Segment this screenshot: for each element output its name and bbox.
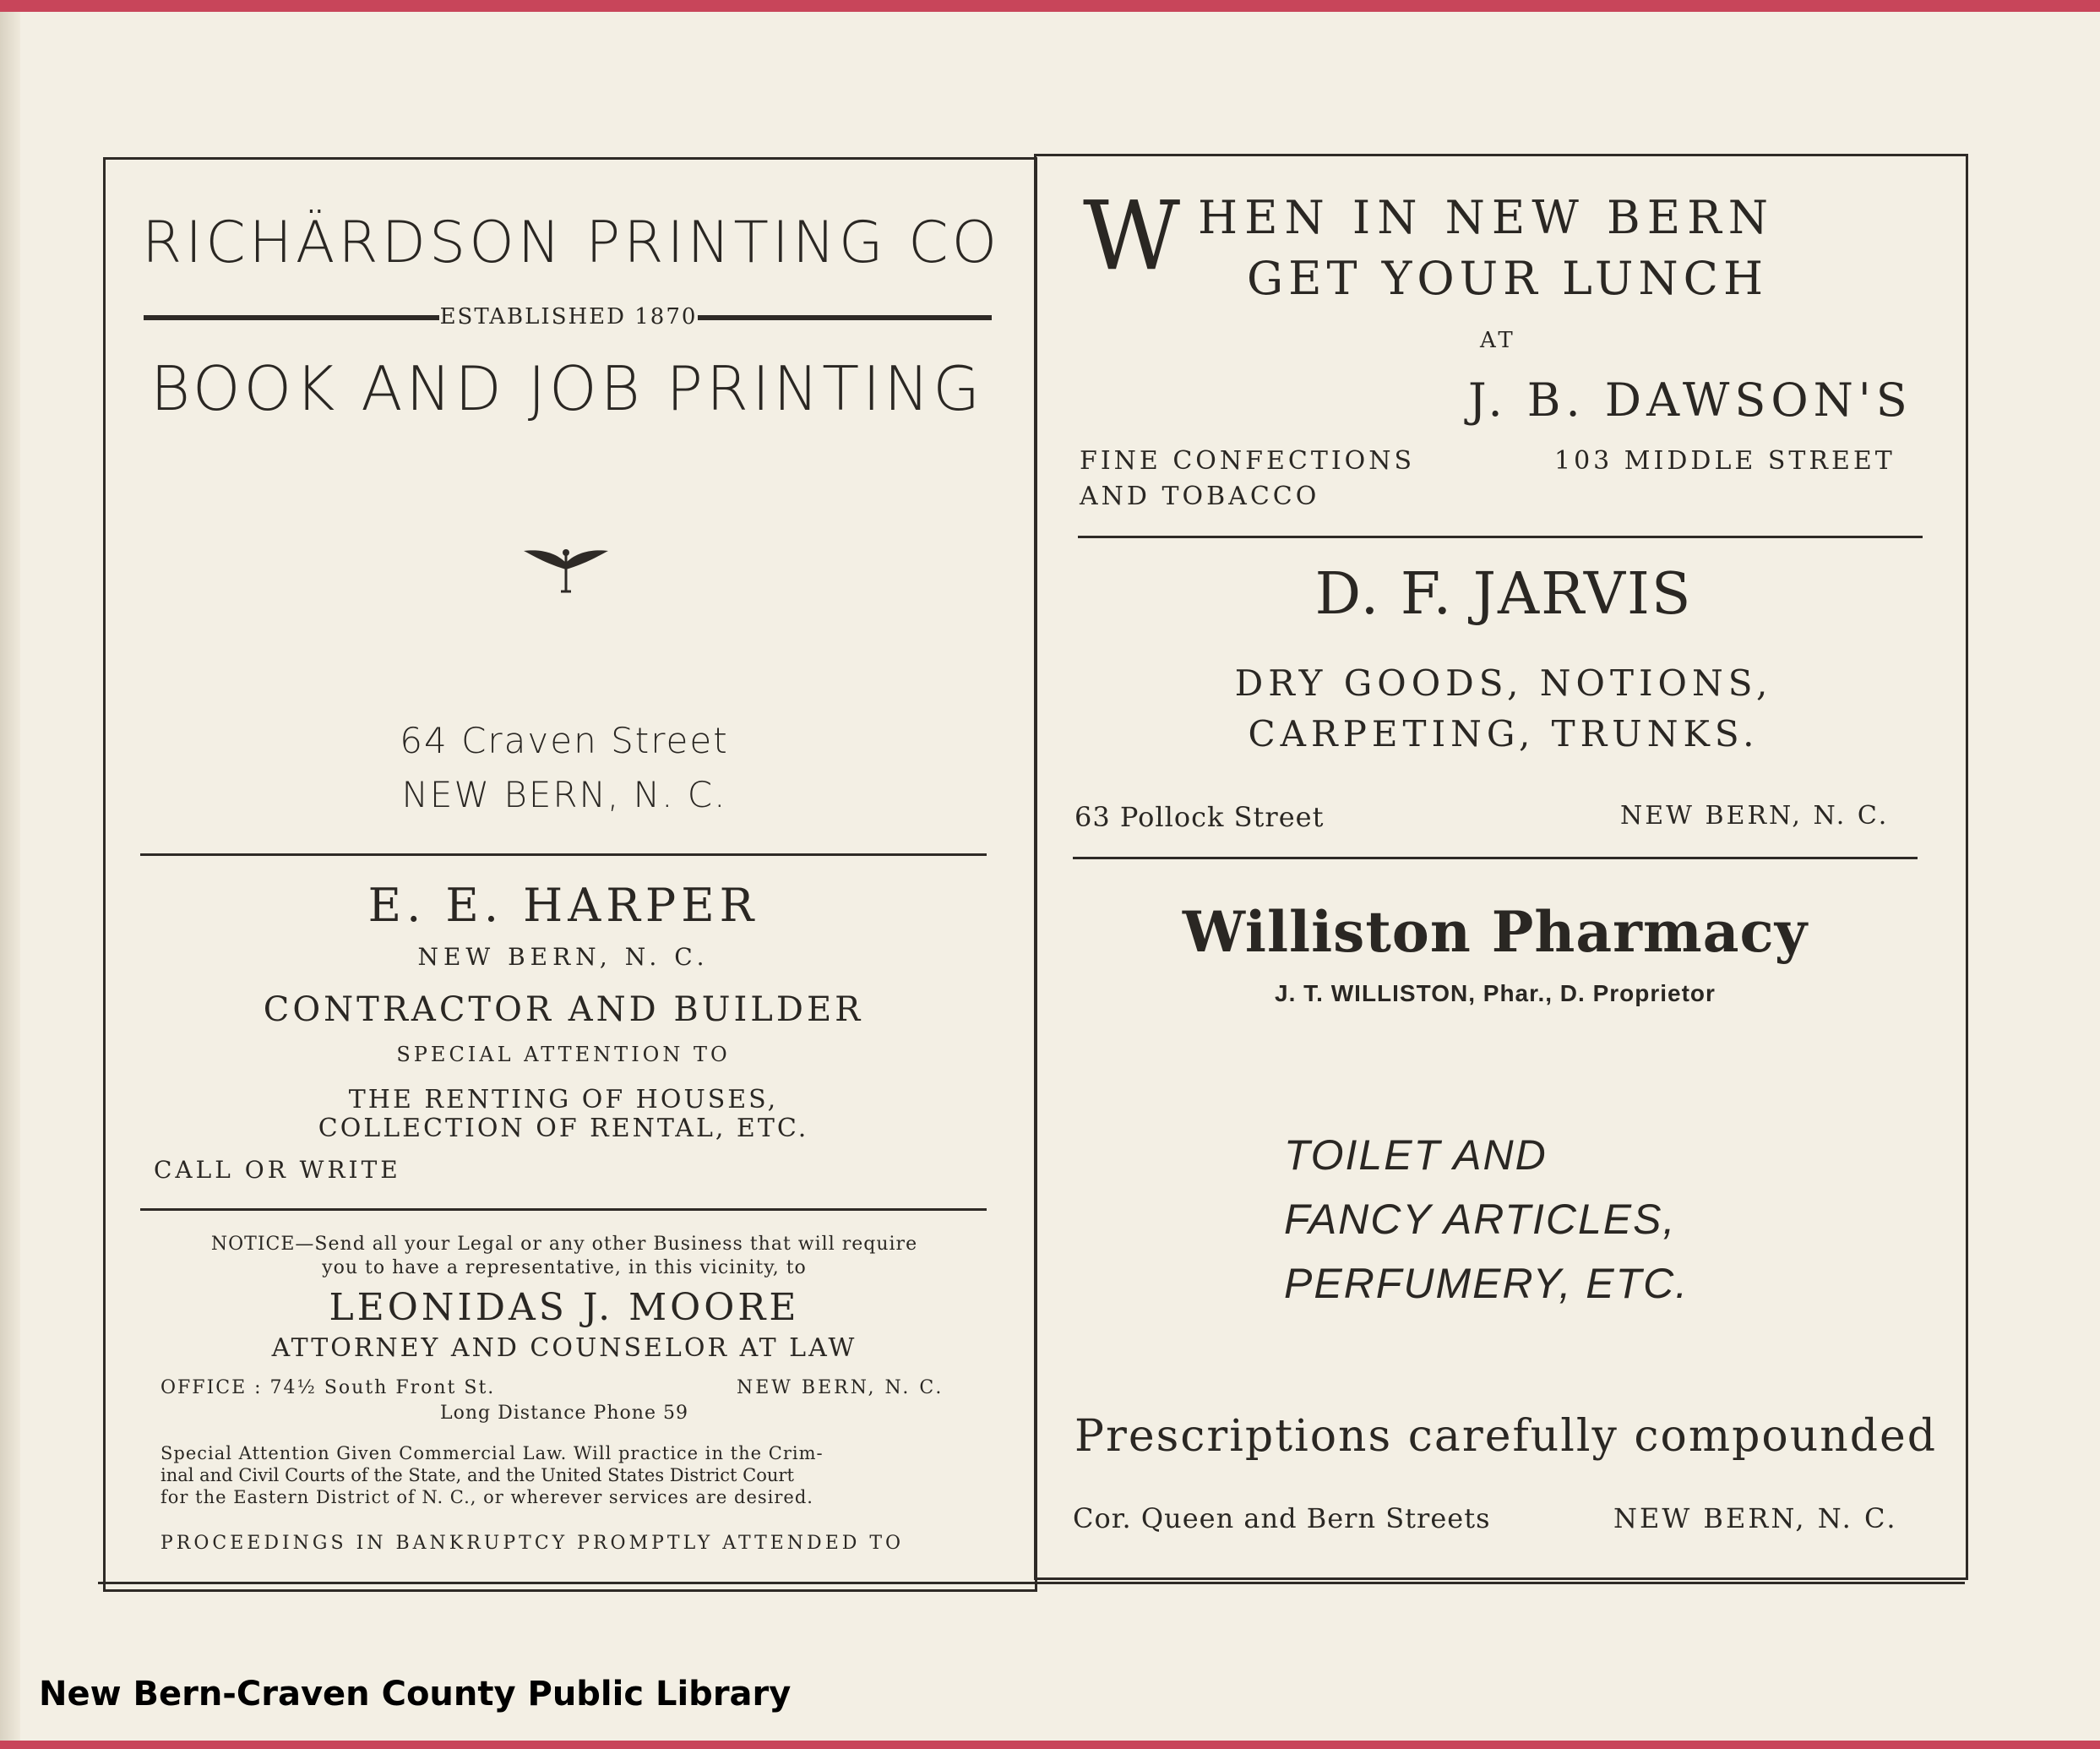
williston-articles-line2: FANCY ARTICLES, xyxy=(1284,1196,1677,1243)
bottom-rule xyxy=(98,1582,1965,1584)
dawson-address: 103 MIDDLE STREET xyxy=(1554,446,1896,476)
moore-city: NEW BERN, N. C. xyxy=(737,1377,944,1398)
harper-renting-line2: COLLECTION OF RENTAL, ETC. xyxy=(318,1114,809,1143)
harper-renting-line1: THE RENTING OF HOUSES, xyxy=(348,1085,779,1114)
harper-city: NEW BERN, N. C. xyxy=(417,943,710,971)
harper-name: E. E. HARPER xyxy=(367,879,759,932)
richardson-name: RICHÄRDSON PRINTING CO xyxy=(142,210,1001,276)
williston-city: NEW BERN, N. C. xyxy=(1613,1502,1898,1534)
jarvis-name: D. F. JARVIS xyxy=(1314,561,1693,628)
moore-office: OFFICE : 74½ South Front St. xyxy=(160,1377,496,1398)
moore-phone: Long Distance Phone 59 xyxy=(440,1403,688,1424)
harper-special: SPECIAL ATTENTION TO xyxy=(396,1043,731,1066)
moore-special-line1: Special Attention Given Commercial Law. Will practice in the Crim- xyxy=(160,1443,824,1463)
dawson-headline-line1: HEN IN NEW BERN xyxy=(1198,191,1776,244)
moore-name: LEONIDAS J. MOORE xyxy=(329,1286,800,1329)
dawson-goods-line2: AND TOBACCO xyxy=(1080,482,1320,511)
moore-title: ATTORNEY AND COUNSELOR AT LAW xyxy=(271,1333,857,1363)
williston-proprietor: J. T. WILLISTON, Phar., D. Proprietor xyxy=(1275,980,1716,1006)
dawson-goods-line1: FINE CONFECTIONS xyxy=(1080,446,1416,476)
dawson-at: AT xyxy=(1480,328,1516,353)
jarvis-goods-line2: CARPETING, TRUNKS. xyxy=(1248,713,1760,755)
dawson-headline-line2: GET YOUR LUNCH xyxy=(1247,252,1769,305)
established-label: ESTABLISHED 1870 xyxy=(439,304,698,330)
moore-special-line3: for the Eastern District of N. C., or wherever services are desired. xyxy=(160,1487,813,1507)
harper-call-or-write: CALL OR WRITE xyxy=(154,1156,401,1184)
moore-notice-line2: you to have a representative, in this vicinity, to xyxy=(322,1257,807,1278)
winged-ornament-icon xyxy=(522,544,610,595)
moore-notice-line1: NOTICE—Send all your Legal or any other Business that will require xyxy=(210,1234,918,1255)
jarvis-address: 63 Pollock Street xyxy=(1074,801,1325,833)
established-rule-right xyxy=(698,315,992,320)
jarvis-divider xyxy=(1073,857,1918,859)
dawson-drop-cap: W xyxy=(1083,182,1181,292)
established-rule-left xyxy=(144,315,439,320)
richardson-divider xyxy=(140,853,987,856)
williston-articles-line3: PERFUMERY, ETC. xyxy=(1284,1260,1689,1307)
williston-address: Cor. Queen and Bern Streets xyxy=(1073,1502,1491,1534)
right-ad-frame xyxy=(1034,154,1968,1580)
williston-prescriptions: Prescriptions carefully compounded xyxy=(1074,1411,1938,1462)
moore-special-line2: inal and Civil Courts of the State, and the United States District Court xyxy=(160,1465,794,1485)
harper-divider xyxy=(140,1208,987,1211)
dawson-name: J. B. DAWSON'S xyxy=(1468,373,1912,427)
moore-bankruptcy: PROCEEDINGS IN BANKRUPTCY PROMPTLY ATTENDED TO xyxy=(160,1533,905,1554)
dawson-divider xyxy=(1078,536,1923,538)
richardson-address-street: 64 Craven Street xyxy=(400,720,729,761)
richardson-address-city: NEW BERN, N. C. xyxy=(401,774,727,815)
harper-trade: CONTRACTOR AND BUILDER xyxy=(263,990,864,1029)
library-credit: New Bern-Craven County Public Library xyxy=(39,1675,792,1714)
williston-name: Williston Pharmacy xyxy=(1182,899,1809,965)
jarvis-city: NEW BERN, N. C. xyxy=(1620,801,1890,831)
jarvis-goods-line1: DRY GOODS, NOTIONS, xyxy=(1234,662,1773,704)
richardson-services: BOOK AND JOB PRINTING xyxy=(150,353,984,424)
williston-articles-line1: TOILET AND xyxy=(1284,1131,1548,1179)
page-spine xyxy=(0,12,20,1741)
